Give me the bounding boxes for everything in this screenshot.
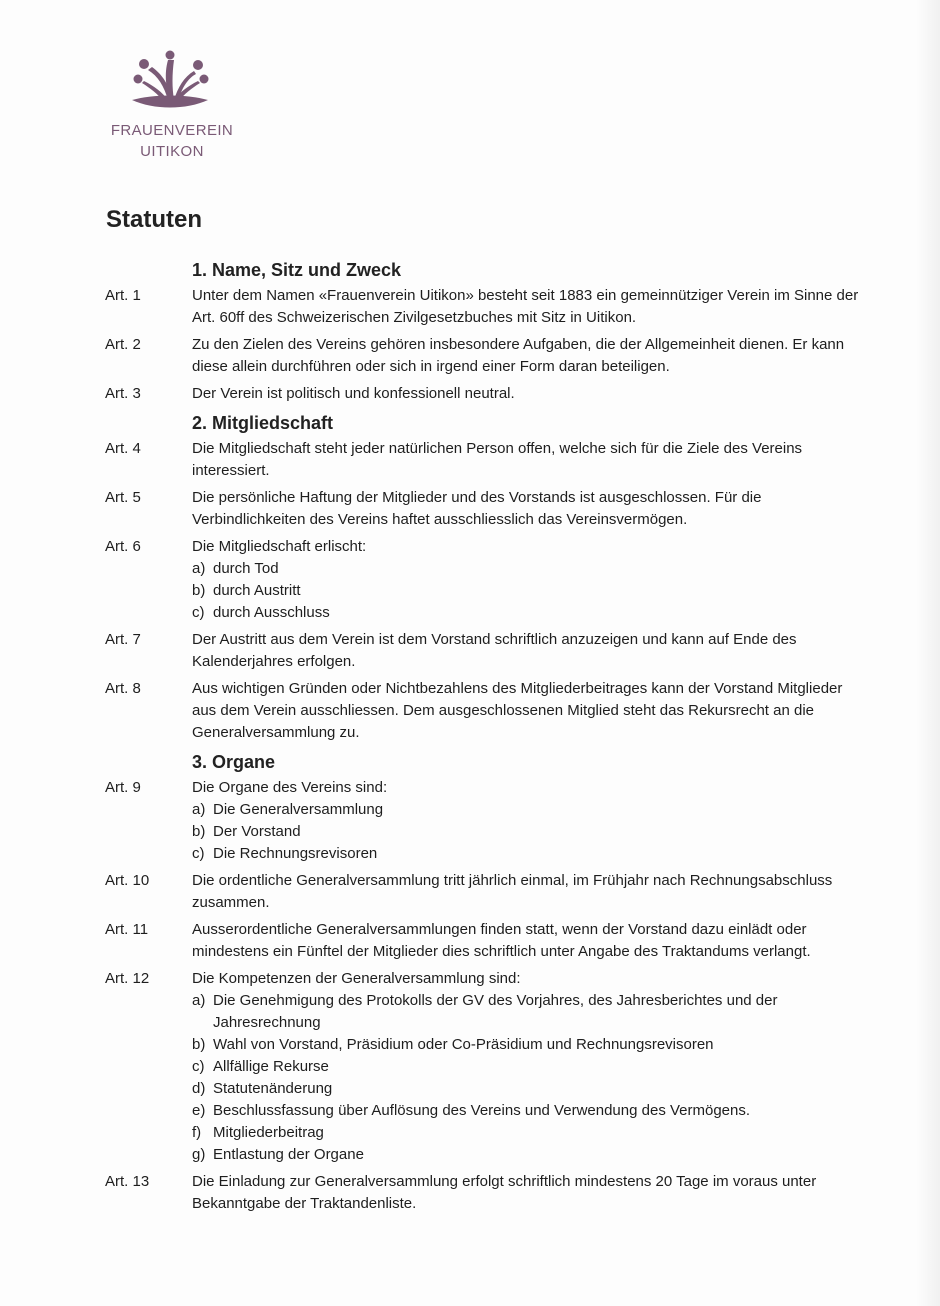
statutes-body bbox=[105, 258, 865, 1220]
article-item-list bbox=[192, 799, 865, 865]
section-heading: 3. Organe bbox=[192, 752, 276, 772]
scan-edge-shadow bbox=[916, 0, 940, 1306]
article-row bbox=[105, 870, 865, 914]
article-row bbox=[105, 487, 865, 531]
article-body bbox=[192, 870, 865, 914]
article-row bbox=[105, 536, 865, 624]
article-row bbox=[105, 629, 865, 673]
article-row bbox=[105, 777, 865, 865]
article-text: Die Einladung zur Generalversammlung erfolgt schriftlich mindestens 20 Tage im voraus unter Bekanntgabe der Traktandenliste. bbox=[192, 1173, 817, 1212]
article-number: Art. 2 bbox=[105, 336, 141, 353]
article-text: Die Mitgliedschaft erlischt: bbox=[192, 538, 367, 555]
list-item-letter: a) bbox=[192, 992, 206, 1009]
article-number: Art. 4 bbox=[105, 440, 141, 457]
list-item-text: Die Genehmigung des Protokolls der GV des Vorjahres, des Jahresberichtes und der Jahresrechnung bbox=[213, 992, 778, 1031]
article-text: Die persönliche Haftung der Mitglieder und des Vorstands ist ausgeschlossen. Für die Verbindlichkeiten des Vereins haftet ausschliesslich das Vereinsvermögen. bbox=[192, 489, 762, 528]
list-item bbox=[192, 843, 865, 865]
list-item bbox=[192, 1144, 865, 1166]
list-item bbox=[192, 990, 865, 1034]
article-number: Art. 13 bbox=[105, 1173, 150, 1190]
article-row bbox=[105, 285, 865, 329]
list-item-text: Der Vorstand bbox=[213, 823, 301, 840]
group-of-people-logo-icon bbox=[128, 50, 212, 112]
article-item-list bbox=[192, 558, 865, 624]
article-number: Art. 8 bbox=[105, 680, 141, 697]
article-text: Der Austritt aus dem Verein ist dem Vorstand schriftlich anzuzeigen und kann auf Ende des Kalenderjahres erfolgen. bbox=[192, 631, 797, 670]
article-body bbox=[192, 919, 865, 963]
article-body bbox=[192, 968, 865, 1166]
logo-line-1: FRAUENVEREIN bbox=[110, 122, 234, 139]
article-text: Die ordentliche Generalversammlung tritt jährlich einmal, im Frühjahr nach Rechnungsabschluss zusammen. bbox=[192, 872, 833, 911]
list-item-letter: f) bbox=[192, 1124, 202, 1141]
list-item-text: durch Ausschluss bbox=[213, 604, 330, 621]
article-body bbox=[192, 1171, 865, 1215]
article-text: Die Kompetenzen der Generalversammlung sind: bbox=[192, 970, 521, 987]
logo-wordmark bbox=[92, 120, 252, 162]
list-item bbox=[192, 1056, 865, 1078]
list-item bbox=[192, 1122, 865, 1144]
article-row bbox=[105, 1171, 865, 1215]
article-body bbox=[192, 678, 865, 744]
list-item bbox=[192, 580, 865, 602]
list-item bbox=[192, 821, 865, 843]
list-item-text: Wahl von Vorstand, Präsidium oder Co-Präsidium und Rechnungsrevisoren bbox=[213, 1036, 714, 1053]
article-body bbox=[192, 777, 865, 865]
list-item-letter: a) bbox=[192, 801, 206, 818]
list-item bbox=[192, 1100, 865, 1122]
article-text: Die Mitgliedschaft steht jeder natürlichen Person offen, welche sich für die Ziele des Vereins interessiert. bbox=[192, 440, 803, 479]
list-item-letter: b) bbox=[192, 1036, 206, 1053]
article-number: Art. 12 bbox=[105, 970, 150, 987]
list-item-text: durch Austritt bbox=[213, 582, 301, 599]
article-body bbox=[192, 285, 865, 329]
list-item-text: Statutenänderung bbox=[213, 1080, 333, 1097]
article-text: Ausserordentliche Generalversammlungen finden statt, wenn der Vorstand dazu einlädt oder mindestens ein Fünftel der Mitglieder dies schriftlich unter Angabe des Traktandums verlangt. bbox=[192, 921, 811, 960]
article-text: Aus wichtigen Gründen oder Nichtbezahlens des Mitgliederbeitrages kann der Vorstand Mitglieder aus dem Verein ausschliessen. Dem ausgeschlossenen Mitglied steht das Rekursrecht an die Generalversammlung zu. bbox=[192, 680, 843, 741]
article-number: Art. 1 bbox=[105, 287, 141, 304]
article-text: Der Verein ist politisch und konfessionell neutral. bbox=[192, 385, 515, 402]
list-item-text: Mitgliederbeitrag bbox=[213, 1124, 324, 1141]
list-item bbox=[192, 602, 865, 624]
list-item-text: durch Tod bbox=[213, 560, 279, 577]
document-title: Statuten bbox=[106, 206, 202, 233]
article-item-list bbox=[192, 990, 865, 1166]
article-number: Art. 5 bbox=[105, 489, 141, 506]
list-item-letter: c) bbox=[192, 604, 205, 621]
list-item-letter: b) bbox=[192, 823, 206, 840]
article-body bbox=[192, 536, 865, 624]
list-item bbox=[192, 558, 865, 580]
list-item-letter: c) bbox=[192, 1058, 205, 1075]
article-body bbox=[192, 383, 865, 405]
section-heading: 2. Mitgliedschaft bbox=[192, 413, 334, 433]
list-item bbox=[192, 1078, 865, 1100]
list-item-text: Allfällige Rekurse bbox=[213, 1058, 329, 1075]
article-body bbox=[192, 487, 865, 531]
article-number: Art. 11 bbox=[105, 921, 149, 938]
section-heading: 1. Name, Sitz und Zweck bbox=[192, 260, 402, 280]
list-item-letter: c) bbox=[192, 845, 205, 862]
article-row bbox=[105, 919, 865, 963]
list-item-letter: b) bbox=[192, 582, 206, 599]
article-text: Zu den Zielen des Vereins gehören insbesondere Aufgaben, die der Allgemeinheit dienen. Er kann diese allein durchführen oder sich in irgend einer Form daran beteiligen. bbox=[192, 336, 845, 375]
article-row bbox=[105, 968, 865, 1166]
article-text: Die Organe des Vereins sind: bbox=[192, 779, 388, 796]
article-body bbox=[192, 629, 865, 673]
article-row bbox=[105, 678, 865, 744]
article-number: Art. 9 bbox=[105, 779, 141, 796]
list-item-letter: e) bbox=[192, 1102, 206, 1119]
logo-line-2: UITIKON bbox=[140, 143, 204, 160]
list-item-text: Die Rechnungsrevisoren bbox=[213, 845, 378, 862]
article-body bbox=[192, 438, 865, 482]
list-item-text: Entlastung der Organe bbox=[213, 1146, 364, 1163]
article-body bbox=[192, 334, 865, 378]
list-item-letter: a) bbox=[192, 560, 206, 577]
list-item-text: Beschlussfassung über Auflösung des Vereins und Verwendung des Vermögens. bbox=[213, 1102, 751, 1119]
article-number: Art. 7 bbox=[105, 631, 141, 648]
article-number: Art. 10 bbox=[105, 872, 150, 889]
article-number: Art. 6 bbox=[105, 538, 141, 555]
article-text: Unter dem Namen «Frauenverein Uitikon» besteht seit 1883 ein gemeinnütziger Verein im Sinne der Art. 60ff des Schweizerischen Zivilgesetzbuches mit Sitz in Uitikon. bbox=[192, 287, 859, 326]
article-row bbox=[105, 438, 865, 482]
article-row bbox=[105, 383, 865, 405]
list-item bbox=[192, 799, 865, 821]
list-item-letter: g) bbox=[192, 1146, 206, 1163]
list-item bbox=[192, 1034, 865, 1056]
list-item-letter: d) bbox=[192, 1080, 206, 1097]
article-row bbox=[105, 334, 865, 378]
list-item-text: Die Generalversammlung bbox=[213, 801, 384, 818]
article-number: Art. 3 bbox=[105, 385, 141, 402]
